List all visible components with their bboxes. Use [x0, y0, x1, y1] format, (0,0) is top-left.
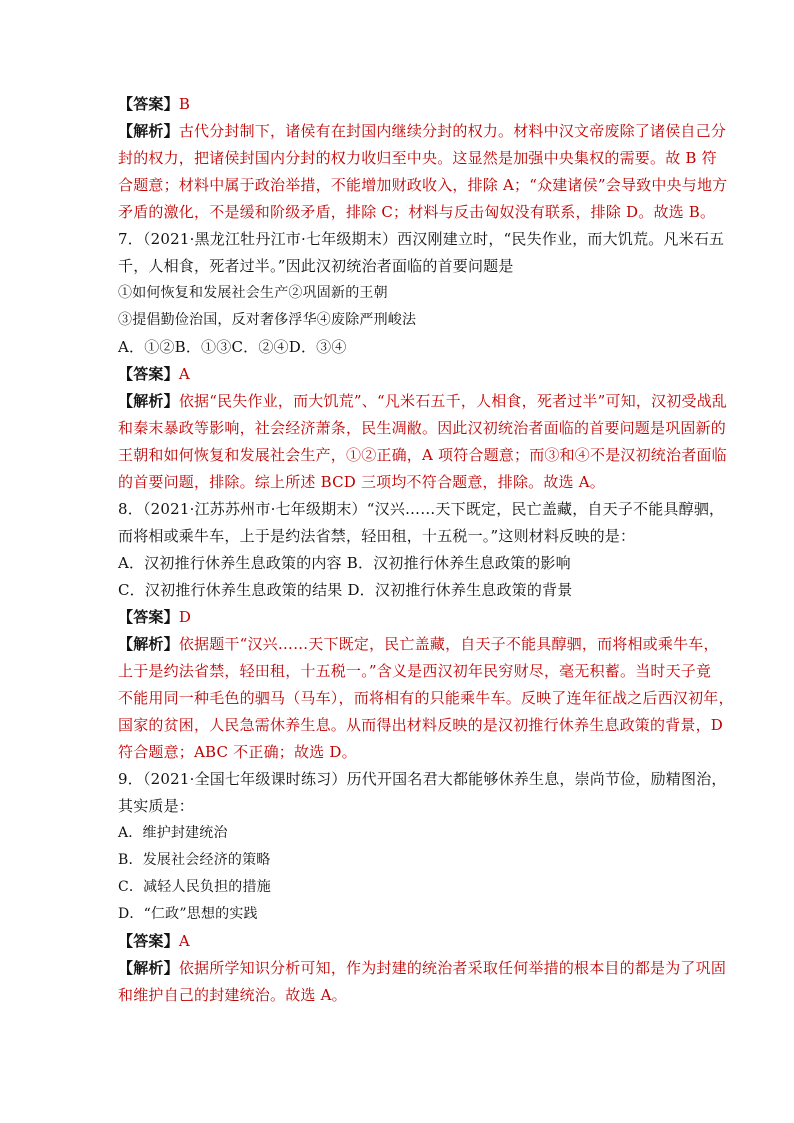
option-line: D．“仁政”思想的实践: [118, 906, 258, 922]
analysis-line: [118, 388, 728, 415]
answer-value: A: [178, 365, 190, 383]
analysis-text: 王朝和如何恢复和发展社会生产，①②正确，A 项符合题意；而③和④不是汉初统治者面临: [118, 446, 727, 464]
analysis-text: 矛盾的激化，不是缓和阶级矛盾，排除 C；材料与反击匈奴没有联系，排除 D。故选 B。: [118, 203, 716, 221]
option-line: B．发展社会经济的策略: [118, 852, 271, 868]
option-line: A．①②B．①③C．②④D．③④: [118, 338, 347, 356]
analysis-line: [118, 199, 714, 226]
analysis-text: 依据题干“汉兴……天下既定，民亡盖藏，自天子不能具醇驷，而将相或乘牛车，: [178, 635, 719, 653]
analysis-line: [118, 172, 728, 199]
analysis-line: [118, 469, 714, 496]
analysis-text: 合题意；材料中属于政治举措，不能增加财政收入，排除 A；“众建诸侯”会导致中央与地方: [118, 176, 728, 194]
answer-label: 【答案】: [118, 365, 179, 383]
question-stem-line: 8．（2021·江苏苏州市·七年级期末）“汉兴……天下既定，民亡盖藏，自天子不能具醇驷，: [118, 500, 725, 518]
document-content: [118, 91, 734, 1009]
answer-value: D: [178, 608, 192, 626]
analysis-text: 符合题意；ABC 不正确；故选 D。: [118, 743, 357, 761]
answer-line: [118, 604, 714, 631]
question-stem-line: 其实质是：: [118, 797, 195, 815]
analysis-text: 依据所学知识分析可知，作为封建的统治者采取任何举措的根本目的都是为了巩固: [178, 959, 727, 977]
analysis-label: 【解析】: [118, 122, 179, 140]
answer-label: 【答案】: [118, 608, 179, 626]
question-stem-line: 千，人相食，死者过半。”因此汉初统治者面临的首要问题是: [118, 257, 514, 275]
analysis-text: 和秦末暴政等影响，社会经济萧条，民生凋敝。因此汉初统治者面临的首要问题是巩固新的: [118, 419, 727, 437]
answer-line: [118, 91, 714, 118]
analysis-line: [118, 685, 734, 712]
answer-label: 【答案】: [118, 932, 179, 950]
analysis-text: 国家的贫困，人民急需休养生息。从而得出材料反映的是汉初推行休养生息政策的背景，D: [118, 716, 724, 734]
analysis-label: 【解析】: [118, 392, 179, 410]
analysis-line: [118, 658, 714, 685]
answer-value: B: [178, 95, 191, 113]
analysis-line: [118, 955, 727, 982]
question-stem-line: 7．（2021·黑龙江牡丹江市·七年级期末）西汉刚建立时，“民失作业，而大饥荒。凡米石五: [118, 230, 725, 248]
analysis-text: 上于是约法省禁，轻田租，十五税一。”含义是西汉初年民穷财尽，毫无积蓄。当时天子竟: [118, 662, 712, 680]
analysis-line: [118, 145, 717, 172]
answer-value: A: [178, 932, 190, 950]
analysis-line: [118, 712, 724, 739]
analysis-line: [118, 631, 719, 658]
analysis-line: [118, 739, 714, 766]
analysis-text: 依据“民失作业，而大饥荒”、“凡米石五千，人相食，死者过半”可知，汉初受战乱: [178, 392, 728, 410]
answer-line: [118, 928, 714, 955]
question-stem-line: 而将相或乘牛车，上于是约法省禁，轻田租，十五税一。”这则材料反映的是：: [118, 527, 636, 545]
analysis-text: 封的权力，把诸侯封国内分封的权力收归至中央。这显然是加强中央集权的需要。故 B 符: [118, 149, 717, 167]
answer-line: [118, 361, 714, 388]
option-line: C．减轻人民负担的措施: [118, 879, 271, 895]
option-line: A．维护封建统治: [118, 825, 228, 841]
option-line: ③提倡勤俭治国，反对奢侈浮华④废除严刑峻法: [118, 312, 417, 328]
analysis-label: 【解析】: [118, 635, 179, 653]
analysis-line: [118, 442, 727, 469]
option-line: A．汉初推行休养生息政策的内容 B．汉初推行休养生息政策的影响: [118, 554, 571, 572]
analysis-line: [118, 415, 727, 442]
analysis-line: [118, 118, 727, 145]
option-line: ①如何恢复和发展社会生产②巩固新的王朝: [118, 285, 388, 301]
analysis-text: 和维护自己的封建统治。故选 A。: [118, 986, 347, 1004]
analysis-line: [118, 982, 714, 1009]
analysis-text: 的首要问题，排除。综上所述 BCD 三项均不符合题意，排除。故选 A。: [118, 473, 605, 491]
analysis-text: 古代分封制下，诸侯有在封国内继续分封的权力。材料中汉文帝废除了诸侯自己分: [178, 122, 727, 140]
analysis-label: 【解析】: [118, 959, 179, 977]
option-line: C．汉初推行休养生息政策的结果 D．汉初推行休养生息政策的背景: [118, 581, 573, 599]
question-stem-line: 9．（2021·全国七年级课时练习）历代开国名君大都能够休养生息，崇尚节俭，励精图治，: [118, 770, 727, 788]
analysis-text: 不能用同一种毛色的驷马（马车），而将相有的只能乘牛车。反映了连年征战之后西汉初年，: [118, 689, 734, 707]
answer-label: 【答案】: [118, 95, 179, 113]
